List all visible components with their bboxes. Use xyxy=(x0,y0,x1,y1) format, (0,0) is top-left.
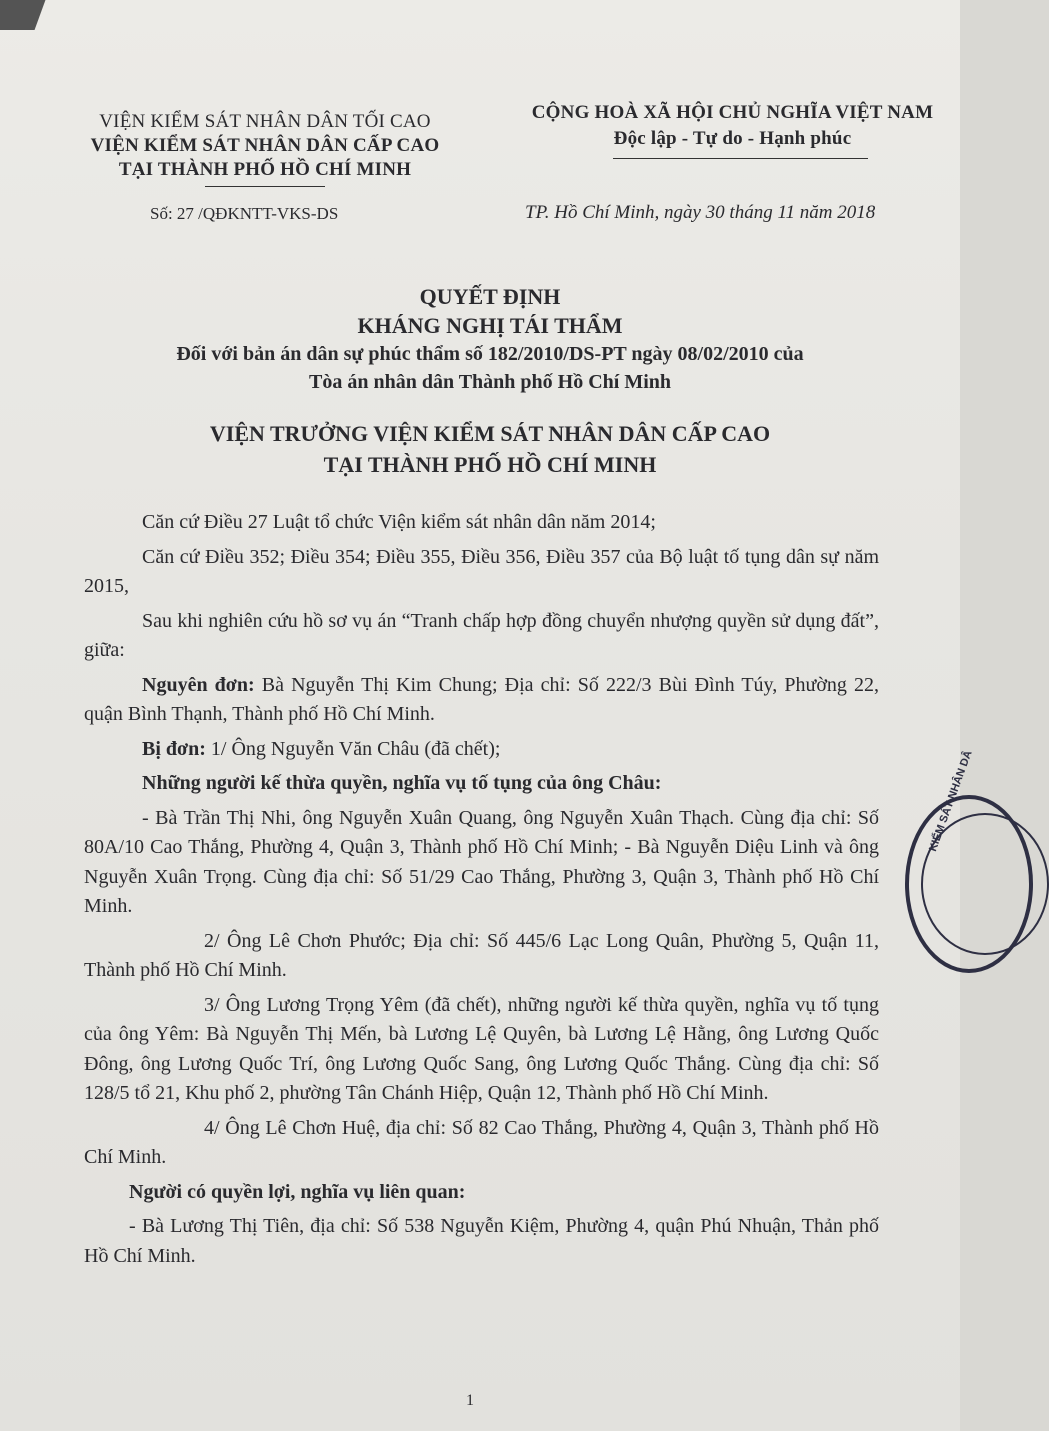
agency-header xyxy=(60,110,470,187)
paragraph-defendant-3: 3/ Ông Lương Trọng Yêm (đã chết), những người kế thừa quyền, nghĩa vụ tố tụng của ông Yêm: Bà Nguyễn Thị Mến, bà Lương Lệ Quyên, bà Lương Lệ Hằng, ông Lương Quốc Đông, ông Lương Quốc Trí, ông Lương Quốc Sang, ông Lương Quốc Thắng. Cùng địa chỉ: Số 128/5 tổ 21, Khu phố 2, phường Tân Chánh Hiệp, Quận 12, Thành phố Hồ Chí Minh. xyxy=(84,993,879,1104)
document-number: Số: 27 /QĐKNTT-VKS-DS xyxy=(150,204,339,223)
defendant-text: 1/ Ông Nguyễn Văn Châu (đã chết); xyxy=(205,737,501,760)
agency-line-1: VIỆN KIỂM SÁT NHÂN DÂN TỐI CAO xyxy=(99,111,431,132)
official-seal xyxy=(905,749,1033,973)
paragraph-defendant-4: 4/ Ông Lê Chơn Huệ, địa chỉ: Số 82 Cao Thắng, Phường 4, Quận 3, Thành phố Hồ Chí Minh. xyxy=(84,1116,879,1168)
paragraph-legal-basis-2: Căn cứ Điều 352; Điều 354; Điều 355, Điều 356, Điều 357 của Bộ luật tố tụng dân sự năm 2015, xyxy=(84,545,879,597)
title-line-4: Tòa án nhân dân Thành phố Hồ Chí Minh xyxy=(308,371,672,393)
seal-text: KIỂM SÁT NHÂN DÂ xyxy=(927,749,975,854)
plaintiff-label: Nguyên đơn: xyxy=(142,673,255,696)
authority-line-1: VIỆN TRƯỞNG VIỆN KIỂM SÁT NHÂN DÂN CẤP CAO xyxy=(209,421,771,446)
related-parties-label: Người có quyền lợi, nghĩa vụ liên quan: xyxy=(129,1180,466,1203)
paragraph-related-heading xyxy=(84,1178,879,1208)
title-line-1: QUYẾT ĐỊNH xyxy=(419,284,561,309)
paragraph-heirs-heading xyxy=(84,769,879,799)
paragraph-plaintiff xyxy=(84,671,879,730)
issuing-authority xyxy=(90,418,890,480)
plaintiff-text: Bà Nguyễn Thị Kim Chung; Địa chỉ: Số 222/3 Bùi Đình Túy, Phường 22, quận Bình Thạnh, Thành phố Hồ Chí Minh. xyxy=(84,673,879,725)
title-line-3: Đối với bản án dân sự phúc thẩm số 182/2010/DS-PT ngày 08/02/2010 của xyxy=(176,343,804,365)
document-body xyxy=(84,508,879,1276)
document-title xyxy=(90,282,890,396)
motto-underline xyxy=(613,158,868,159)
national-header xyxy=(505,100,960,159)
authority-line-2: TẠI THÀNH PHỐ HỒ CHÍ MINH xyxy=(323,452,657,477)
defendant-label: Bị đơn: xyxy=(142,737,206,760)
heirs-label: Những người kế thừa quyền, nghĩa vụ tố tụng của ông Châu: xyxy=(142,772,662,794)
agency-line-3: TẠI THÀNH PHỐ HỒ CHÍ MINH xyxy=(118,159,412,180)
paragraph-case-intro: Sau khi nghiên cứu hồ sơ vụ án “Tranh chấp hợp đồng chuyển nhượng quyền sử dụng đất”, giữa: xyxy=(84,609,879,661)
national-title: CỘNG HOÀ XÃ HỘI CHỦ NGHĨA VIỆT NAM xyxy=(531,102,934,123)
paragraph-related-party: - Bà Lương Thị Tiên, địa chỉ: Số 538 Nguyễn Kiệm, Phường 4, quận Phú Nhuận, Thản phố Hồ Chí Minh. xyxy=(84,1215,879,1267)
paragraph-defendant xyxy=(84,735,879,765)
paragraph-heirs-list: - Bà Trần Thị Nhi, ông Nguyễn Xuân Quang, ông Nguyễn Xuân Thạch. Cùng địa chỉ: Số 80A/10 Cao Thắng, Phường 4, Quận 3, Thành phố Hồ Chí Minh; - Bà Nguyễn Diệu Linh và ông Nguyễn Xuân Trọng. Cùng địa chỉ: Số 51/29 Cao Thắng, Phường 3, Quận 3, Thành phố Hồ Chí Minh. xyxy=(84,806,879,917)
paragraph-legal-basis-1: Căn cứ Điều 27 Luật tổ chức Viện kiểm sát nhân dân năm 2014; xyxy=(142,511,656,533)
agency-underline xyxy=(205,186,325,187)
agency-line-2: VIỆN KIỂM SÁT NHÂN DÂN CẤP CAO xyxy=(90,135,440,156)
national-motto: Độc lập - Tự do - Hạnh phúc xyxy=(613,128,852,149)
title-line-2: KHÁNG NGHỊ TÁI THẨM xyxy=(357,313,623,338)
paragraph-defendant-2: 2/ Ông Lê Chơn Phước; Địa chỉ: Số 445/6 Lạc Long Quân, Phường 5, Quận 11, Thành phố Hồ Chí Minh. xyxy=(84,929,879,981)
place-date: TP. Hồ Chí Minh, ngày 30 tháng 11 năm 2018 xyxy=(525,202,876,223)
page-number: 1 xyxy=(466,1392,474,1409)
